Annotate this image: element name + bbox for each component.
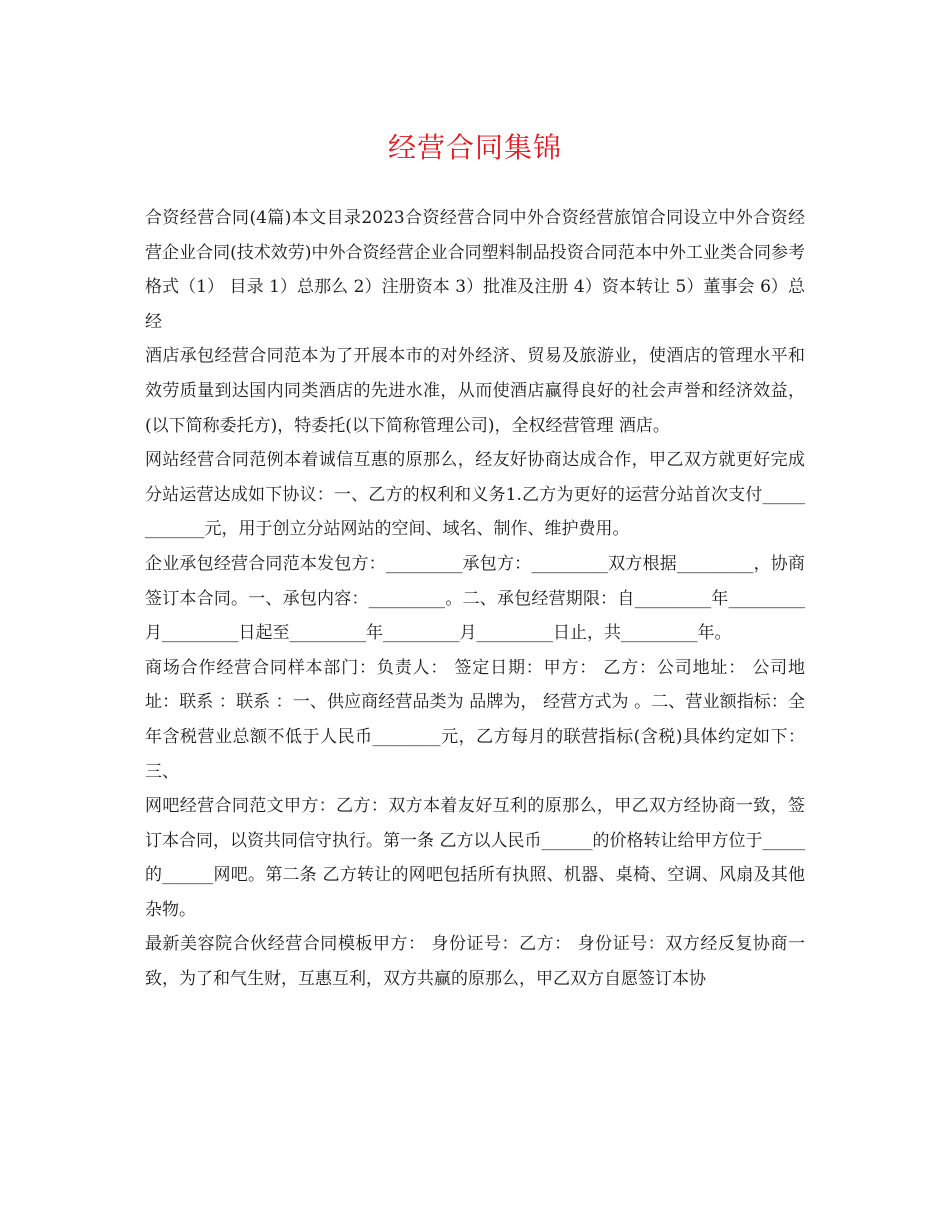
paragraph-hotel-contract: 酒店承包经营合同范本为了开展本市的对外经济、贸易及旅游业，使酒店的管理水平和效劳质量到达国内同类酒店的先进水准，从而使酒店赢得良好的社会声誉和经济效益，(以下简称委托方)，特委托(以下简称管理公司)，全权经营管理 酒店。 bbox=[145, 346, 805, 436]
paragraph-netcafe-contract: 网吧经营合同范文甲方：乙方：双方本着友好互利的原那么，甲乙双方经协商一致，签订本合同，以资共同信守执行。第一条 乙方以人民币______的价格转让给甲方位于_____的______网吧。第二条 乙方转让的网吧包括所有执照、机器、桌椅、空调、风扇及其他杂物。 bbox=[145, 796, 805, 920]
paragraph-joint-venture: 合资经营合同(4篇)本文目录2023合资经营合同中外合资经营旅馆合同设立中外合资经营企业合同(技术效劳)中外合资经营企业合同塑料制品投资合同范本中外工业类合同参考格式（1） 目录 1）总那么 2）注册资本 3）批准及注册 4）资本转让 5）董事会 6）总经 bbox=[145, 208, 805, 332]
paragraph-enterprise-contract: 企业承包经营合同范本发包方：_________承包方：_________双方根据_________，协商签订本合同。一、承包内容：_________。二、承包经营期限：自_________年_________月_________日起至_________年_________月_________日止，共_________年。 bbox=[145, 553, 805, 644]
document-body bbox=[145, 201, 805, 997]
paragraph-mall-contract: 商场合作经营合同样本部门：负责人： 签定日期：甲方： 乙方：公司地址： 公司地址：联系 ：联系 ：一、供应商经营品类为 品牌为， 经营方式为 。二、营业额指标：全年含税营业总额不低于人民币________元，乙方每月的联营指标(含税)具体约定如下：三、 bbox=[145, 657, 805, 782]
paragraph-website-contract: 网站经营合同范例本着诚信互惠的原那么，经友好协商达成合作，甲乙双方就更好完成分站运营达成如下协议：一、乙方的权利和义务1.乙方为更好的运营分站首次支付____________元，用于创立分站网站的空间、域名、制作、维护费用。 bbox=[145, 450, 805, 540]
document-title: 经营合同集锦 bbox=[387, 131, 562, 164]
paragraph-salon-contract: 最新美容院合伙经营合同模板甲方： 身份证号：乙方： 身份证号：双方经反复协商一致，为了和气生财，互惠互利，双方共赢的原那么，甲乙双方自愿签订本协 bbox=[145, 934, 805, 990]
